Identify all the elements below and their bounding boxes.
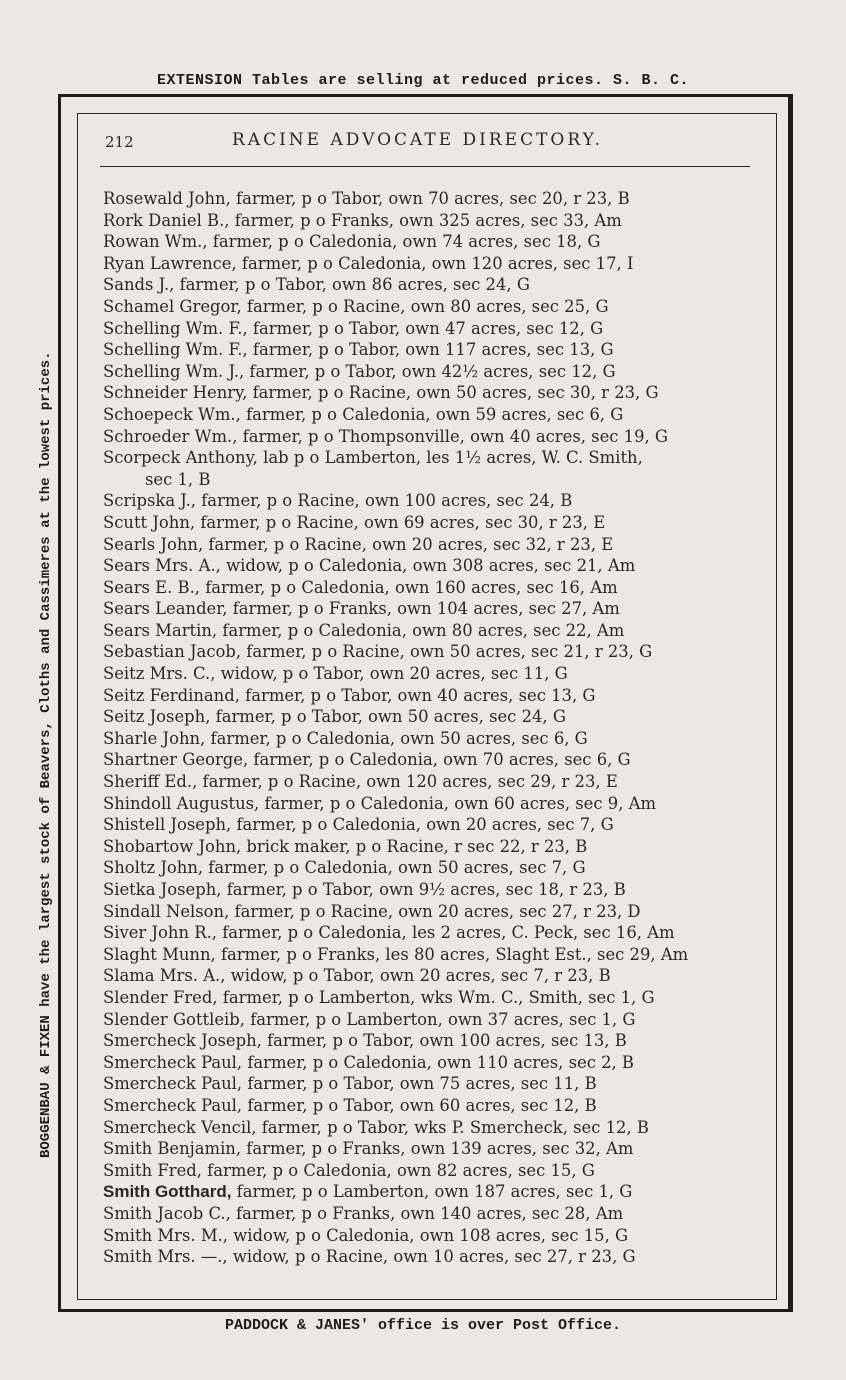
directory-entry: Schroeder Wm., farmer, p o Thompsonville, own 40 acres, sec 19, G bbox=[103, 426, 669, 446]
frame-right-edge bbox=[788, 94, 792, 1312]
directory-entry: Sears Martin, farmer, p o Caledonia, own 80 acres, sec 22, Am bbox=[103, 620, 625, 640]
directory-entry: Rosewald John, farmer, p o Tabor, own 70 acres, sec 20, r 23, B bbox=[103, 189, 630, 208]
directory-entry: Sindall Nelson, farmer, p o Racine, own 20 acres, sec 27, r 23, D bbox=[103, 901, 641, 921]
directory-entry: Shistell Joseph, farmer, p o Caledonia, own 20 acres, sec 7, G bbox=[103, 815, 614, 835]
directory-entry: Slama Mrs. A., widow, p o Tabor, own 20 acres, sec 7, r 23, B bbox=[103, 966, 611, 986]
directory-entry: Smercheck Paul, farmer, p o Caledonia, own 110 acres, sec 2, B bbox=[103, 1052, 634, 1072]
directory-entry: Smith Benjamin, farmer, p o Franks, own 139 acres, sec 32, Am bbox=[103, 1139, 634, 1159]
directory-entry-continuation: sec 1, B bbox=[145, 469, 211, 489]
footer-advertisement: PADDOCK & JANES' office is over Post Office. bbox=[224, 1317, 622, 1334]
directory-entry: Shobartow John, brick maker, p o Racine, r sec 22, r 23, B bbox=[103, 836, 588, 856]
directory-entry: Scorpeck Anthony, lab p o Lamberton, les 1½ acres, W. C. Smith, bbox=[103, 448, 643, 468]
directory-entry: Schelling Wm. F., farmer, p o Tabor, own 117 acres, sec 13, G bbox=[103, 340, 614, 360]
header-rule bbox=[100, 166, 750, 167]
directory-entry-bold bbox=[103, 1181, 763, 1203]
directory-entry: Sears Leander, farmer, p o Franks, own 104 acres, sec 27, Am bbox=[103, 599, 620, 619]
directory-entry: Smercheck Paul, farmer, p o Tabor, own 60 acres, sec 12, B bbox=[103, 1095, 597, 1115]
directory-entry: Siver John R., farmer, p o Caledonia, les 2 acres, C. Peck, sec 16, Am bbox=[103, 923, 675, 943]
directory-entry: Smercheck Joseph, farmer, p o Tabor, own 100 acres, sec 13, B bbox=[103, 1031, 627, 1051]
directory-entry: Sheriff Ed., farmer, p o Racine, own 120 acres, sec 29, r 23, E bbox=[103, 772, 618, 792]
directory-entry: Sietka Joseph, farmer, p o Tabor, own 9½ acres, sec 18, r 23, B bbox=[103, 880, 626, 899]
directory-entry: Schamel Gregor, farmer, p o Racine, own 80 acres, sec 25, G bbox=[103, 296, 609, 316]
directory-entry: Sears Mrs. A., widow, p o Caledonia, own 308 acres, sec 21, Am bbox=[103, 556, 636, 576]
directory-entry: Scripska J., farmer, p o Racine, own 100 acres, sec 24, B bbox=[103, 491, 573, 511]
running-head: RACINE ADVOCATE DIRECTORY. bbox=[232, 130, 604, 150]
directory-entry: Slender Fred, farmer, p o Lamberton, wks Wm. C., Smith, sec 1, G bbox=[103, 987, 655, 1007]
directory-entry: Shartner George, farmer, p o Caledonia, own 70 acres, sec 6, G bbox=[103, 750, 631, 770]
page-number: 212 bbox=[105, 133, 134, 151]
bold-entry-name: Smith Gotthard, bbox=[103, 1182, 232, 1202]
directory-entries bbox=[103, 188, 763, 1268]
bold-entry-details: farmer, p o Lamberton, own 187 acres, sec 1, G bbox=[236, 1182, 633, 1202]
directory-entry: Scutt John, farmer, p o Racine, own 69 acres, sec 30, r 23, E bbox=[103, 512, 606, 532]
directory-entry: Rork Daniel B., farmer, p o Franks, own 325 acres, sec 33, Am bbox=[103, 210, 622, 230]
directory-entry: Schelling Wm. J., farmer, p o Tabor, own 42½ acres, sec 12, G bbox=[103, 361, 616, 381]
directory-entry: Smith Fred, farmer, p o Caledonia, own 82 acres, sec 15, G bbox=[103, 1160, 595, 1180]
directory-entry: Ryan Lawrence, farmer, p o Caledonia, own 120 acres, sec 17, I bbox=[103, 253, 634, 273]
directory-entry: Slaght Munn, farmer, p o Franks, les 80 acres, Slaght Est., sec 29, Am bbox=[103, 944, 689, 964]
directory-entry: Rowan Wm., farmer, p o Caledonia, own 74 acres, sec 18, G bbox=[103, 232, 601, 252]
directory-entry: Sholtz John, farmer, p o Caledonia, own 50 acres, sec 7, G bbox=[103, 858, 586, 878]
directory-entry: Seitz Mrs. C., widow, p o Tabor, own 20 acres, sec 11, G bbox=[103, 664, 568, 684]
directory-entry: Smith Mrs. M., widow, p o Caledonia, own 108 acres, sec 15, G bbox=[103, 1225, 629, 1245]
side-advertisement: BOGGENBAU & FIXEN have the largest stock of Beavers, Cloths and Cassimeres at the lowest prices. bbox=[38, 351, 54, 1158]
directory-entry: Searls John, farmer, p o Racine, own 20 acres, sec 32, r 23, E bbox=[103, 534, 614, 554]
directory-entry: Smercheck Paul, farmer, p o Tabor, own 75 acres, sec 11, B bbox=[103, 1074, 597, 1094]
directory-entry: Schelling Wm. F., farmer, p o Tabor, own 47 acres, sec 12, G bbox=[103, 318, 604, 338]
directory-entry: Sears E. B., farmer, p o Caledonia, own 160 acres, sec 16, Am bbox=[103, 577, 618, 597]
directory-entry: Schneider Henry, farmer, p o Racine, own 50 acres, sec 30, r 23, G bbox=[103, 383, 659, 403]
directory-entry: Smercheck Vencil, farmer, p o Tabor, wks P. Smercheck, sec 12, B bbox=[103, 1117, 649, 1137]
directory-entry: Sands J., farmer, p o Tabor, own 86 acres, sec 24, G bbox=[103, 275, 530, 295]
directory-entry: Smith Jacob C., farmer, p o Franks, own 140 acres, sec 28, Am bbox=[103, 1203, 624, 1223]
directory-entry: Sebastian Jacob, farmer, p o Racine, own 50 acres, sec 21, r 23, G bbox=[103, 642, 653, 662]
directory-entry: Shindoll Augustus, farmer, p o Caledonia, own 60 acres, sec 9, Am bbox=[103, 793, 656, 813]
directory-entry: Smith Mrs. —., widow, p o Racine, own 10 acres, sec 27, r 23, G bbox=[103, 1247, 636, 1267]
directory-entry: Sharle John, farmer, p o Caledonia, own 50 acres, sec 6, G bbox=[103, 728, 588, 748]
header-advertisement: EXTENSION Tables are selling at reduced prices. S. B. C. bbox=[156, 72, 690, 89]
directory-entry: Schoepeck Wm., farmer, p o Caledonia, own 59 acres, sec 6, G bbox=[103, 404, 624, 424]
directory-entry: Seitz Joseph, farmer, p o Tabor, own 50 acres, sec 24, G bbox=[103, 707, 566, 727]
directory-entry: Slender Gottleib, farmer, p o Lamberton, own 37 acres, sec 1, G bbox=[103, 1009, 636, 1029]
directory-entry: Seitz Ferdinand, farmer, p o Tabor, own 40 acres, sec 13, G bbox=[103, 685, 596, 705]
